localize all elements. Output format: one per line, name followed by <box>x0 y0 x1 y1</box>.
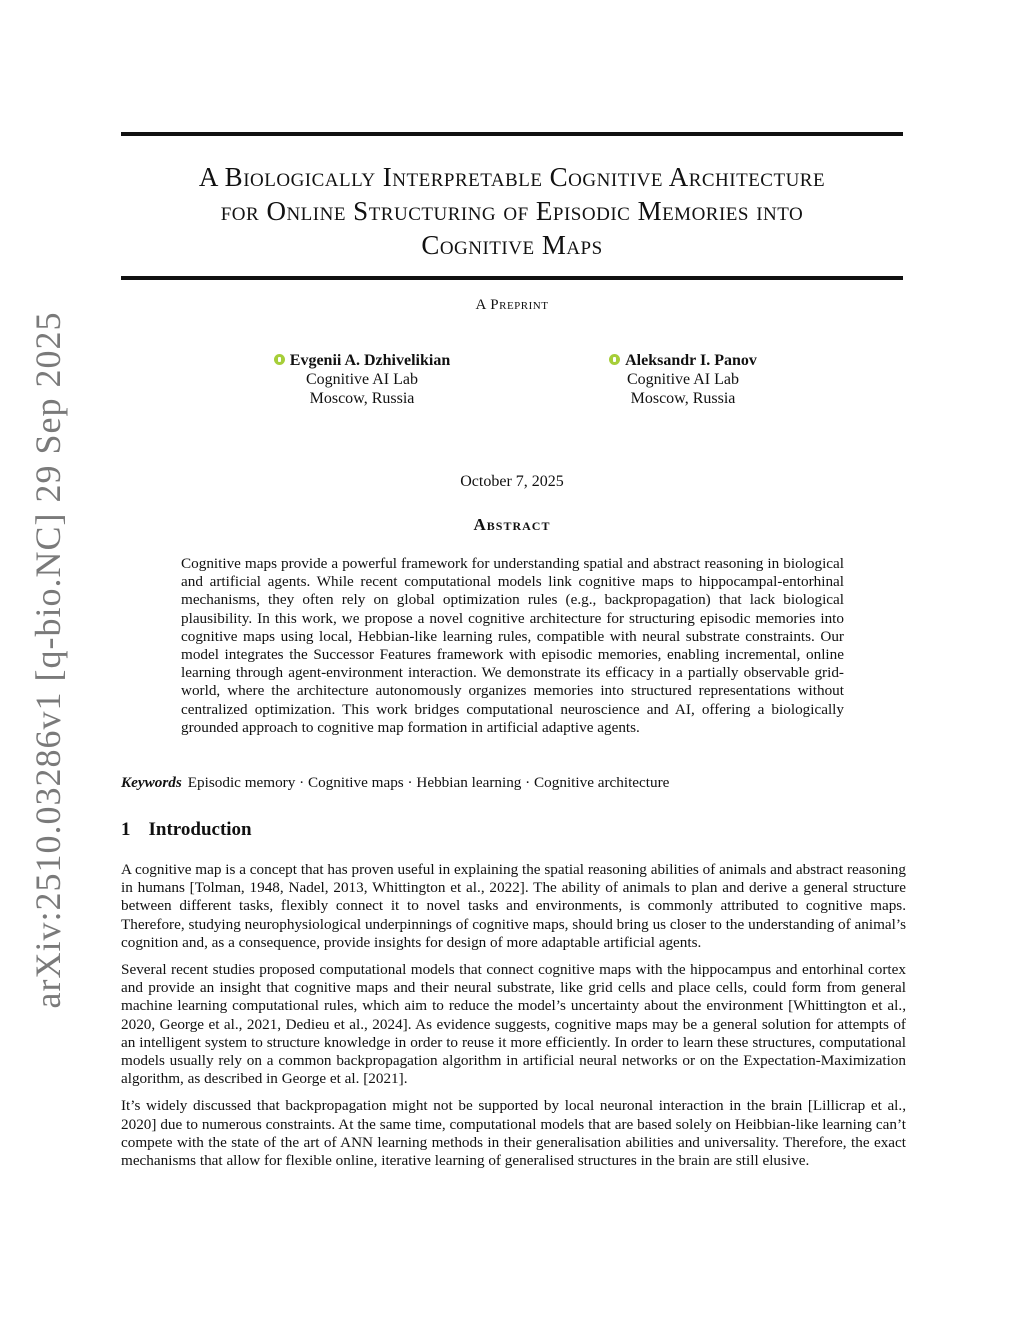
abstract-heading: Abstract <box>473 515 551 534</box>
arxiv-side-stamp: arXiv:2510.03286v1 [q-bio.NC] 29 Sep 2025 <box>28 311 68 1009</box>
paragraph: Several recent studies proposed computational models that connect cognitive maps with the hippocampus and entorhinal cortex and provide an insight that cognitive maps and their neural substrate, like grid cells and place cells, could form from general machine learning computational rules, which aim to reduce the model’s uncertainty about the environment [Whittington et al., 2020, George et al., 2021, Dedieu et al., 2024]. As evidence suggests, cognitive maps may be a general solution for attempts of an intelligent system to structure knowledge in order to reuse it more efficiently. In order to learn these structures, computational models usually rely on a common backpropagation algorithm in artificial neural networks or on the Expectation-Maximization algorithm, as described in George et al. [2021]. <box>121 961 906 1088</box>
paper-title <box>110 160 914 262</box>
author-affiliation: Cognitive AI Lab <box>306 371 418 388</box>
author-name: Evgenii A. Dzhivelikian <box>289 352 451 369</box>
paragraph: A cognitive map is a concept that has proven useful in explaining the spatial reasoning abilities of animals and abstract reasoning in humans [Tolman, 1948, Nadel, 2013, Whittington et al., 2022]. The ability of animals to plan and derive a general structure between different tasks, flexibly connect it to novel tasks and environments, is commonly attributed to cognitive maps. Therefore, studying neurophysiological underpinnings of cognitive maps, should bring us closer to the understanding of animal’s cognition and, as a consequence, provide insights for design of more adaptable artificial agents. <box>121 861 906 951</box>
keywords-label: Keywords <box>121 774 182 791</box>
author-location: Moscow, Russia <box>630 390 736 407</box>
author-location: Moscow, Russia <box>309 390 415 407</box>
author-block <box>232 351 492 408</box>
section-number: 1 <box>121 819 131 840</box>
keywords <box>121 774 903 792</box>
author-block <box>553 351 813 408</box>
section-heading <box>121 819 252 841</box>
keywords-list: Episodic memory · Cognitive maps · Hebbian learning · Cognitive architecture <box>187 774 670 791</box>
title-line: A Biologically Interpretable Cognitive Architecture <box>198 162 826 192</box>
title-line: for Online Structuring of Episodic Memories into <box>220 196 804 226</box>
abstract-text: Cognitive maps provide a powerful framework for understanding spatial and abstract reasoning in biological and artificial agents. While recent computational models link cognitive maps to hippocampal-entorhinal mechanisms, they often rely on global optimization rules (e.g., backpropagation) that lack biological plausibility. In this work, we propose a novel cognitive architecture for structuring episodic memories into cognitive maps using local, Hebbian-like learning rules, compatible with neural substrate constraints. Our model integrates the Successor Features framework with episodic memories, enabling incremental, online learning through agent-environment interaction. We demonstrate its efficacy in a partially observable grid-world, where the architecture autonomously organizes memories into structured representations without centralized optimization. This work bridges computational neuroscience and AI, offering a biologically grounded approach to cognitive map formation in artificial adaptive agents. <box>181 555 844 736</box>
preprint-label: A Preprint <box>475 297 549 313</box>
section-title: Introduction <box>148 819 252 840</box>
publication-date: October 7, 2025 <box>460 473 564 490</box>
paragraph: It’s widely discussed that backpropagation might not be supported by local neuronal interaction in the brain [Lillicrap et al., 2020] due to numerous constraints. At the same time, computational models that are based solely on Heibbian-like learning can’t compete with the state of the art of ANN learning methods in their generalisation abilities and universality. Therefore, the exact mechanisms that allow for flexible online, iterative learning of generalised structures in the brain are still elusive. <box>121 1097 906 1170</box>
author-affiliation: Cognitive AI Lab <box>627 371 739 388</box>
section-body <box>121 861 906 1179</box>
orcid-icon[interactable] <box>609 354 620 365</box>
title-line: Cognitive Maps <box>421 230 603 260</box>
author-name: Aleksandr I. Panov <box>625 352 757 369</box>
title-bottom-rule <box>121 276 903 280</box>
orcid-icon[interactable] <box>274 354 285 365</box>
title-top-rule <box>121 132 903 136</box>
